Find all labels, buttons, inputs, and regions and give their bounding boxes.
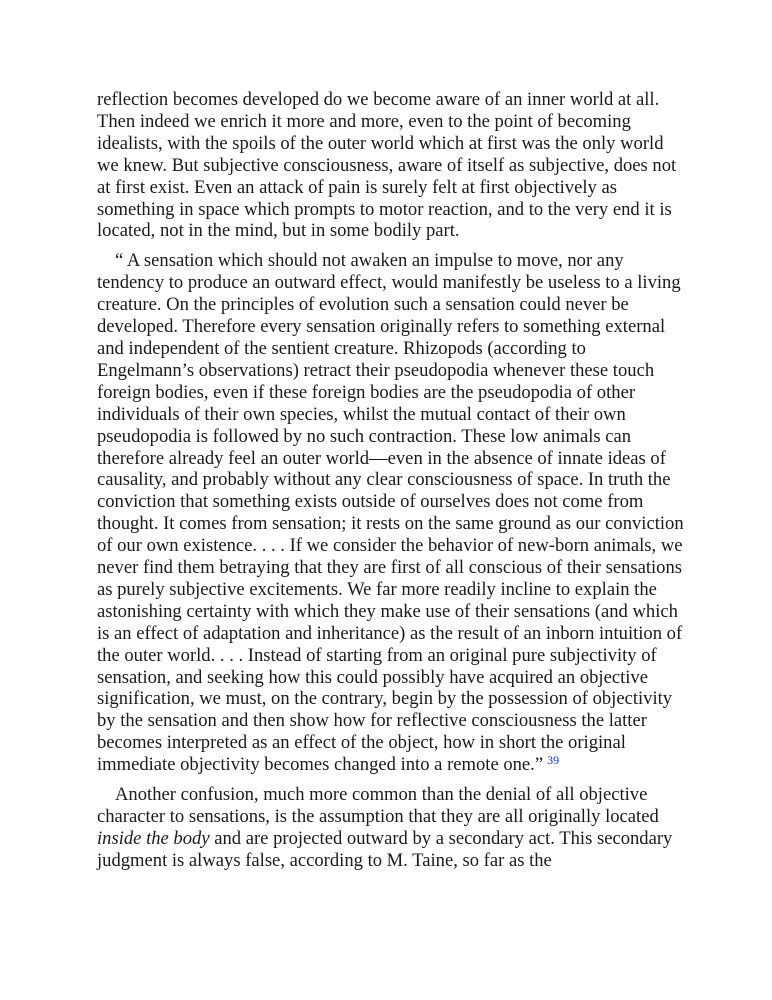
paragraph-reflection: reflection becomes developed do we become aware of an inner world at all. Then indeed we enrich it more and more, even to the point of becoming idealists, with the spoils of the outer world which at first was the only world we knew. But subjective consciousness, aware of itself as subjective, does not at first exist. Even an attack of pain is surely felt at first objectively as something in space which prompts to motor reaction, and to the very end it is located, not in the mind, but in some bodily part. — [97, 89, 677, 242]
paragraph-quotation — [97, 250, 687, 776]
footnote-link[interactable]: 39 — [547, 753, 560, 768]
paragraph-text-start: Another confusion, much more common than the denial of all objective character to sensations, is the assumption that they are all originally located — [97, 784, 659, 827]
emphasis-inside-the-body: inside the body — [97, 827, 210, 849]
quotation-text: “ A sensation which should not awaken an impulse to move, nor any tendency to produce an outward effect, would manifestly be useless to a living creature. On the principles of evolution such a sensation could never be developed. Therefore every sensation originally refers to something external and independent of the sentient creature. Rhizopods (according to Engelmann’s observations) retract their pseudopodia whenever these touch foreign bodies, even if these foreign bodies are the pseudopodia of other individuals of their own species, whilst the mutual contact of their own pseudopodia is followed by no such contraction. These low animals can therefore already feel an outer world—even in the absence of innate ideas of causality, and probably without any clear consciousness of space. In truth the conviction that something exists outside of ourselves does not come from thought. It comes from sensation; it rests on the same ground as our conviction of our own existence. . . . If we consider the behavior of new-born animals, we never find them betraying that they are first of all conscious of their sensations as purely subjective excitements. We far more readily incline to explain the astonishing certainty with which they make use of their sensations (and which is an effect of adaptation and inheritance) as the result of an inborn intuition of the outer world. . . . Instead of starting from an original pure subjectivity of sensation, and seeking how this could possibly have acquired an objective signification, we must, on the contrary, begin by the possession of objectivity by the sensation and then show how for reflective consciousness the latter becomes interpreted as an effect of the object, how in short the original immediate objectivity becomes changed into a remote one.” — [97, 250, 684, 776]
document-page — [97, 89, 687, 872]
paragraph-another-confusion — [97, 784, 687, 872]
paragraph-text-end: and are projected outward by a secondary act. This secondary judgment is always false, according to M. Taine, so far as the — [97, 827, 673, 871]
